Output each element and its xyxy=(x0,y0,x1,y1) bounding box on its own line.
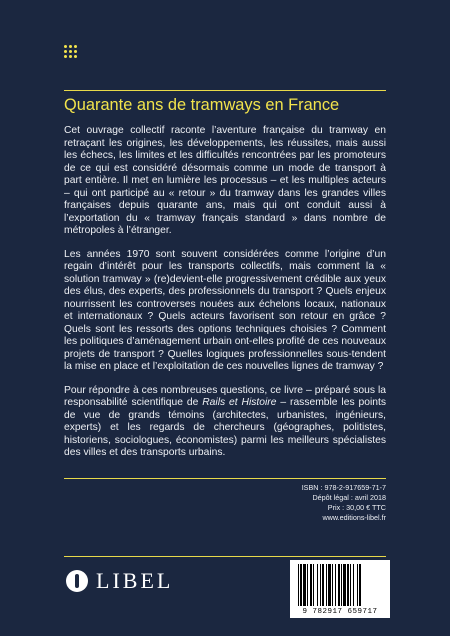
paragraph-1: Cet ouvrage collectif raconte l’aventure française du tramway en retraçant les origines, les développements, les réussites, mais aussi les échecs, les limites et les difficultés rencontrées par les promoteurs de ce qui est considéré désormais comme un mode de transport à part entière. Il met en lumière les processus – et les multiples acteurs – qui ont participé au « retour » du tramway dans les grandes villes françaises depuis quarante ans, mais qui ont conduit aussi à l’exportation du « tramway français standard » dans nombre de métropoles à l’étranger. xyxy=(64,125,386,236)
publication-info xyxy=(302,483,386,523)
barcode-bar xyxy=(338,564,340,606)
barcode-bars-icon xyxy=(298,564,382,606)
barcode-bar xyxy=(317,564,318,606)
barcode-bar xyxy=(335,564,336,606)
grid-dots-icon xyxy=(64,45,77,58)
legal-deposit: Dépôt légal : avril 2018 xyxy=(312,493,386,502)
paragraph-3-end: – rassemble les points de vue de grands témoins (architectes, urbanistes, ingénieurs, experts) et les regards de chercheurs (géographes, politistes, historiens, sociologues, économistes) parmi les meilleurs spécialistes des villes et des transports urbains. xyxy=(64,397,386,458)
barcode-bar xyxy=(353,564,354,606)
paragraph-3-start: Pour répondre à ces nombreuses questions, ce livre – préparé sous la responsabilité scientifique de xyxy=(64,384,386,408)
paragraph-3 xyxy=(64,385,386,460)
barcode-bar xyxy=(320,564,321,606)
barcode-number: 9 782917 659717 xyxy=(302,608,378,616)
bottom-divider xyxy=(64,556,386,557)
barcode-bar xyxy=(347,564,349,606)
publisher-logo xyxy=(66,568,173,594)
barcode-bar xyxy=(343,564,346,606)
paragraph-2: Les années 1970 sont souvent considérées comme l’origine d’un regain d’intérêt pour les transports collectifs, mais comment la « solution tramway » (re)devient-elle progressivement crédible aux yeux des élus, des experts, des professionnels du transport ? Quels enjeux nourrissent les controverses nouées aux échelons locaux, nationaux et internationaux ? Quels acteurs favorisent son retour en grâce ? Quels sont les ressorts des options techniques choisies ? Comment les politiques d’aménagement urbain ont-elles profité de ces nouveaux projets de transport ? Quelles logiques professionnelles sous-tendent la mise en place et l’exploitation de ces nouvelles lignes de tramway ? xyxy=(64,248,386,372)
barcode-bar xyxy=(300,564,302,606)
barcode-bar xyxy=(341,564,342,606)
barcode-bar xyxy=(350,564,351,606)
barcode-bar xyxy=(332,564,333,606)
barcode-bar xyxy=(298,564,299,606)
book-title: Quarante ans de tramways en France xyxy=(64,96,340,114)
rails-et-histoire: Rails et Histoire xyxy=(202,397,277,408)
barcode-bar xyxy=(303,564,306,606)
barcode-bar xyxy=(322,564,324,606)
website: www.editions-libel.fr xyxy=(322,513,386,522)
barcode-bar xyxy=(326,564,327,606)
barcode-bar xyxy=(357,564,358,606)
isbn: ISBN : 978-2-917659-71-7 xyxy=(301,483,386,492)
barcode-bar xyxy=(313,564,314,606)
barcode-bar xyxy=(328,564,331,606)
middle-divider xyxy=(64,478,386,479)
price: Prix : 30,00 € TTC xyxy=(327,503,386,512)
barcode xyxy=(290,560,390,618)
barcode-bar xyxy=(359,564,361,606)
back-cover-text xyxy=(64,125,386,460)
top-divider xyxy=(64,90,386,91)
barcode-bar xyxy=(310,564,312,606)
barcode-bar xyxy=(307,564,308,606)
publisher-name: LIBEL xyxy=(96,568,174,593)
libel-logo-icon xyxy=(66,570,88,592)
